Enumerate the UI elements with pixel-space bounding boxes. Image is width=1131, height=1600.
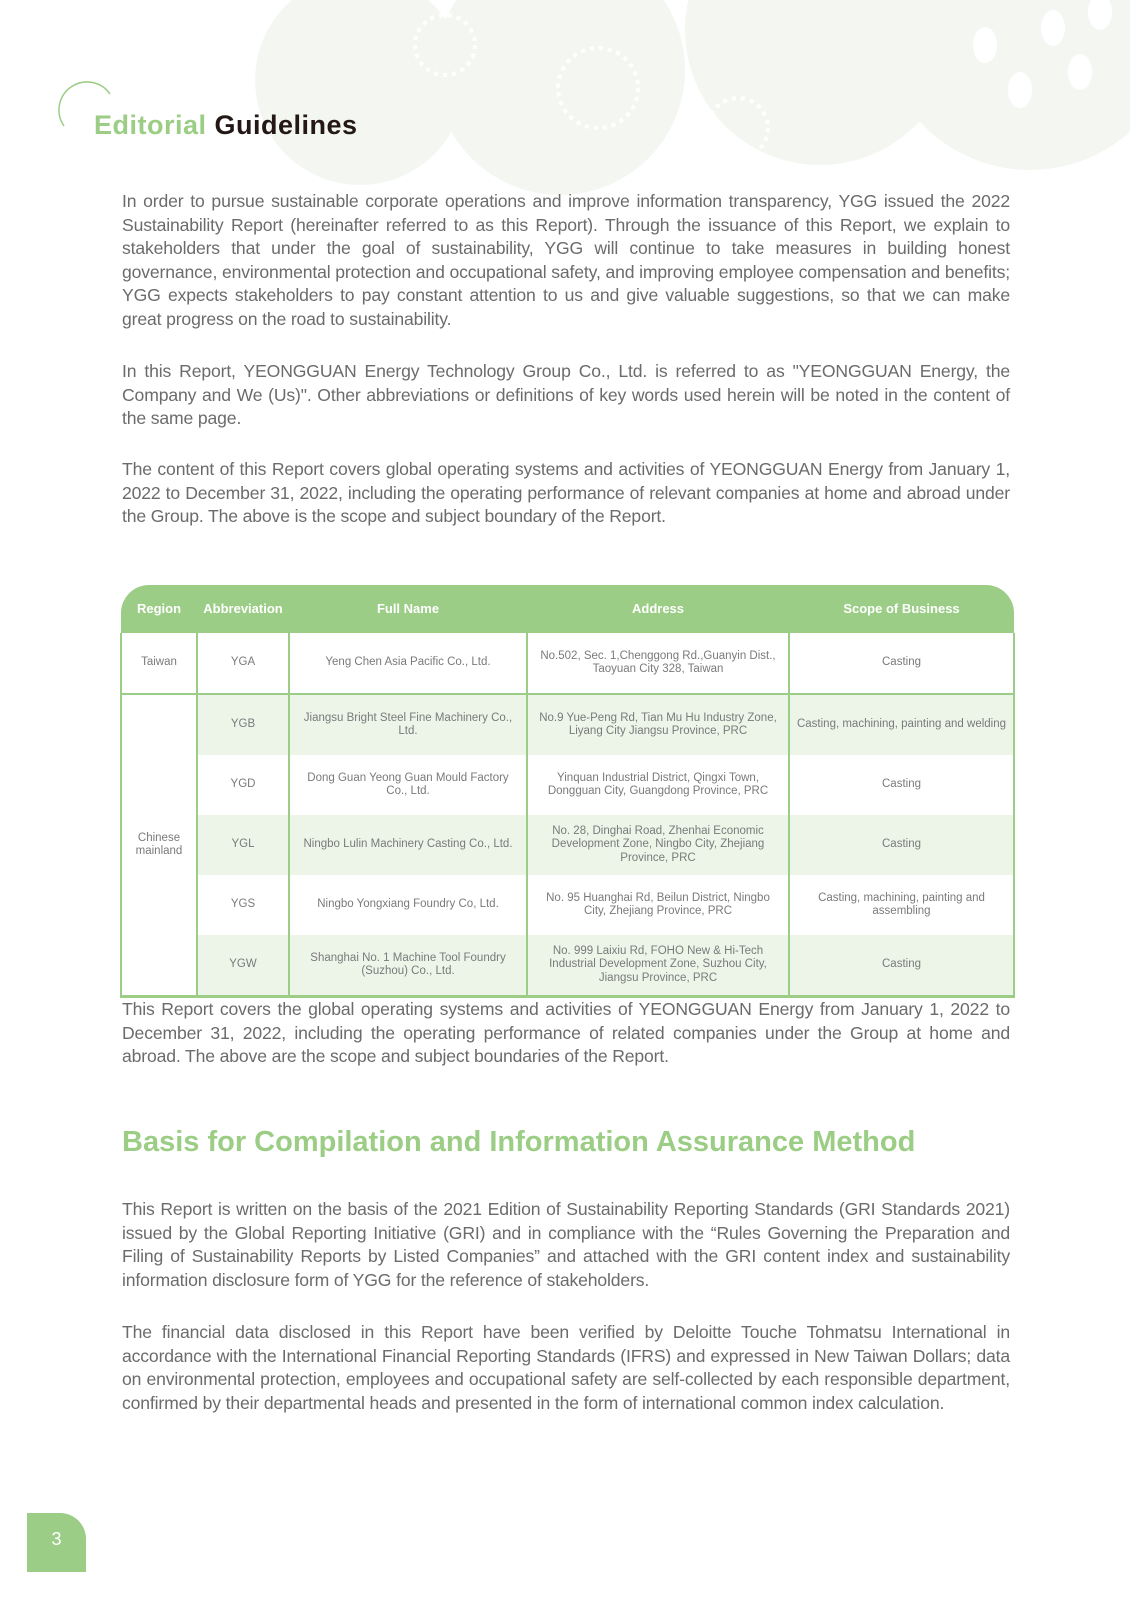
table-row — [121, 815, 1014, 875]
section-title: Basis for Compilation and Information Assurance Method — [122, 1126, 916, 1158]
table-row — [121, 935, 1014, 997]
column-header-full-name: Full Name — [376, 601, 440, 617]
intro-paragraph: The content of this Report covers global operating systems and activities of YEONGGUAN Energy from January 1, 2022 to December 31, 2022, including the operating performance of relevant companies at home and abroad under the Group. The above is the scope and subject boundary of the Report. — [122, 459, 1010, 527]
table-row — [121, 755, 1014, 815]
scope-paragraph: This Report covers the global operating systems and activities of YEONGGUAN Energy from January 1, 2022 to December 31, 2022, including the operating performance of related companies under the Group at home and abroad. The above are the scope and subject boundaries of the Report. — [122, 999, 1010, 1067]
cell-abbreviation: YGD — [197, 755, 289, 815]
cell-full-name: Dong Guan Yeong Guan Mould Factory Co., Ltd. — [289, 755, 527, 815]
section-paragraph: This Report is written on the basis of the 2021 Edition of Sustainability Reporting Standards (GRI Standards 2021) issued by the Global Reporting Initiative (GRI) and in compliance with the “Rules Governing the Preparation and Filing of Sustainability Reports by Listed Companies” and attached with the GRI content index and sustainability information disclosure form of YGG for the reference of stakeholders. — [122, 1199, 1010, 1290]
cell-full-name: Ningbo Yongxiang Foundry Co, Ltd. — [289, 875, 527, 935]
cell-scope: Casting — [789, 815, 1014, 875]
cell-full-name: Ningbo Lulin Machinery Casting Co., Ltd. — [289, 815, 527, 875]
cell-region: Taiwan — [121, 633, 197, 694]
column-header-abbreviation: Abbreviation — [203, 601, 283, 617]
cell-abbreviation: YGL — [197, 815, 289, 875]
cell-scope: Casting — [789, 935, 1014, 997]
cell-abbreviation: YGS — [197, 875, 289, 935]
gears-decoration-icon — [230, 0, 1130, 220]
intro-paragraph: In order to pursue sustainable corporate operations and improve information transparency, YGG issued the 2022 Sustainability Report (hereinafter referred to as this Report). Through the issuance of this Report, we explain to stakeholders that under the goal of sustainability, YGG will continue to take measures in building honest governance, environmental protection and occupational safety, and improving employee compensation and benefits; YGG expects stakeholders to pay constant attention to us and give valuable suggestions, so that we can make great progress on the road to sustainability. — [122, 191, 1010, 329]
page-title-main: Guidelines — [214, 110, 358, 140]
cell-scope: Casting, machining, painting and assembling — [789, 875, 1014, 935]
page-number-badge: 3 — [27, 1513, 86, 1572]
cell-address: No.502, Sec. 1,Chenggong Rd.,Guanyin Dist., Taoyuan City 328, Taiwan — [527, 633, 789, 694]
page-title — [94, 110, 358, 141]
cell-address: No.9 Yue-Peng Rd, Tian Mu Hu Industry Zone, Liyang City Jiangsu Province, PRC — [527, 694, 789, 755]
cell-address: No. 999 Laixiu Rd, FOHO New & Hi-Tech Industrial Development Zone, Suzhou City, Jiangsu Province, PRC — [527, 935, 789, 997]
cell-region: Chinese mainland — [121, 694, 197, 997]
table-row — [121, 875, 1014, 935]
column-header-scope: Scope of Business — [843, 601, 960, 617]
cell-full-name: Shanghai No. 1 Machine Tool Foundry (Suzhou) Co., Ltd. — [289, 935, 527, 997]
cell-scope: Casting — [789, 755, 1014, 815]
column-header-region: Region — [136, 601, 182, 617]
intro-paragraph: In this Report, YEONGGUAN Energy Technology Group Co., Ltd. is referred to as "YEONGGUAN Energy, the Company and We (Us)". Other abbreviations or definitions of key words used herein will be noted in the content of the same page. — [122, 361, 1010, 429]
cell-address: Yinquan Industrial District, Qingxi Town, Dongguan City, Guangdong Province, PRC — [527, 755, 789, 815]
table-row — [121, 633, 1014, 694]
page-title-accent: Editorial — [94, 110, 207, 140]
cell-abbreviation: YGA — [197, 633, 289, 694]
table-row — [121, 694, 1014, 755]
cell-abbreviation: YGB — [197, 694, 289, 755]
cell-abbreviation: YGW — [197, 935, 289, 997]
cell-address: No. 28, Dinghai Road, Zhenhai Economic Development Zone, Ningbo City, Zhejiang Province, PRC — [527, 815, 789, 875]
cell-full-name: Jiangsu Bright Steel Fine Machinery Co., Ltd. — [289, 694, 527, 755]
section-paragraph: The financial data disclosed in this Report have been verified by Deloitte Touche Tohmatsu International in accordance with the International Financial Reporting Standards (IFRS) and expressed in New Taiwan Dollars; data on environmental protection, employees and occupational safety are self-collected by each responsible department, confirmed by their departmental heads and presented in the form of international common index calculation. — [122, 1322, 1010, 1413]
cell-scope: Casting, machining, painting and welding — [789, 694, 1014, 755]
cell-address: No. 95 Huanghai Rd, Beilun District, Ningbo City, Zhejiang Province, PRC — [527, 875, 789, 935]
subsidiaries-table — [120, 585, 1013, 998]
column-header-address: Address — [631, 601, 685, 617]
table-header-row — [121, 585, 1014, 633]
cell-scope: Casting — [789, 633, 1014, 694]
cell-full-name: Yeng Chen Asia Pacific Co., Ltd. — [289, 633, 527, 694]
